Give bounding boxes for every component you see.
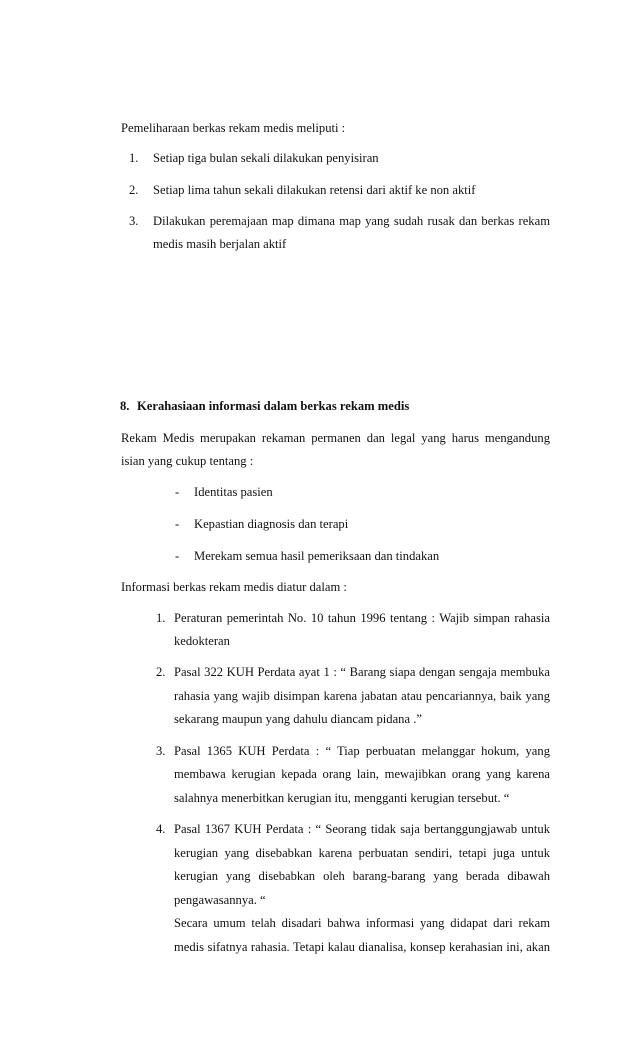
bullet-text: Kepastian diagnosis dan terapi <box>194 517 349 531</box>
list-item-number: 2. <box>129 183 139 197</box>
law-item-line: Pasal 322 KUH Perdata ayat 1 : “ Barang siapa dengan sengaja membuka <box>174 665 550 679</box>
paragraph-line: Secara umum telah disadari bahwa informasi yang didapat dari rekam <box>174 916 550 930</box>
list-item-number: 1. <box>129 151 139 165</box>
law-item-line: salahnya menerbitkan kerugian itu, mengganti kerugian tersebut. “ <box>174 791 510 805</box>
law-item-line: pengawasannya. “ <box>174 893 266 907</box>
list-item-number: 3. <box>129 214 139 228</box>
law-item-number: 3. <box>156 744 166 758</box>
paragraph-line: isian yang cukup tentang : <box>121 454 254 468</box>
paragraph-line: Rekam Medis merupakan rekaman permanen dan legal yang harus mengandung <box>121 431 550 445</box>
law-item-number: 2. <box>156 665 166 679</box>
list-item-text-continued: medis masih berjalan aktif <box>153 237 287 251</box>
list-item-text: Dilakukan peremajaan map dimana map yang sudah rusak dan berkas rekam <box>153 214 550 228</box>
law-item-number: 1. <box>156 611 166 625</box>
law-item-number: 4. <box>156 822 166 836</box>
law-item-line: Pasal 1367 KUH Perdata : “ Seorang tidak saja bertanggungjawab untuk <box>174 822 550 836</box>
section-heading: Kerahasiaan informasi dalam berkas rekam medis <box>137 399 410 413</box>
bullet-text: Identitas pasien <box>194 485 273 499</box>
paragraph-line: Informasi berkas rekam medis diatur dalam : <box>121 580 347 594</box>
bullet-dash: - <box>175 549 180 563</box>
law-item-line: sekarang maupun yang dahulu diancam pidana .” <box>174 712 422 726</box>
law-item-line: kerugian yang disebabkan oleh barang-barang yang berada dibawah <box>174 869 550 883</box>
heading-number: 8. <box>120 399 130 413</box>
section-intro: Pemeliharaan berkas rekam medis meliputi : <box>121 121 346 135</box>
law-item-line: kerugian yang disebabkan karena perbuatan sendiri, tetapi juga untuk <box>174 846 550 860</box>
law-item-line: rahasia yang wajib disimpan karena jabatan atau pencariannya, baik yang <box>174 689 550 703</box>
bullet-dash: - <box>175 517 180 531</box>
law-item-line: membawa kerugian kepada orang lain, mewajibkan orang yang karena <box>174 767 550 781</box>
law-item-line: kedokteran <box>174 634 230 648</box>
bullet-dash: - <box>175 485 180 499</box>
list-item-text: Setiap lima tahun sekali dilakukan retensi dari aktif ke non aktif <box>153 183 476 197</box>
paragraph-line: medis sifatnya rahasia. Tetapi kalau dianalisa, konsep kerahasian ini, akan <box>174 940 550 954</box>
law-item-line: Pasal 1365 KUH Perdata : “ Tiap perbuatan melanggar hokum, yang <box>174 744 550 758</box>
bullet-text: Merekam semua hasil pemeriksaan dan tindakan <box>194 549 440 563</box>
law-item-line: Peraturan pemerintah No. 10 tahun 1996 tentang : Wajib simpan rahasia <box>174 611 550 625</box>
list-item-text: Setiap tiga bulan sekali dilakukan penyisiran <box>153 151 379 165</box>
